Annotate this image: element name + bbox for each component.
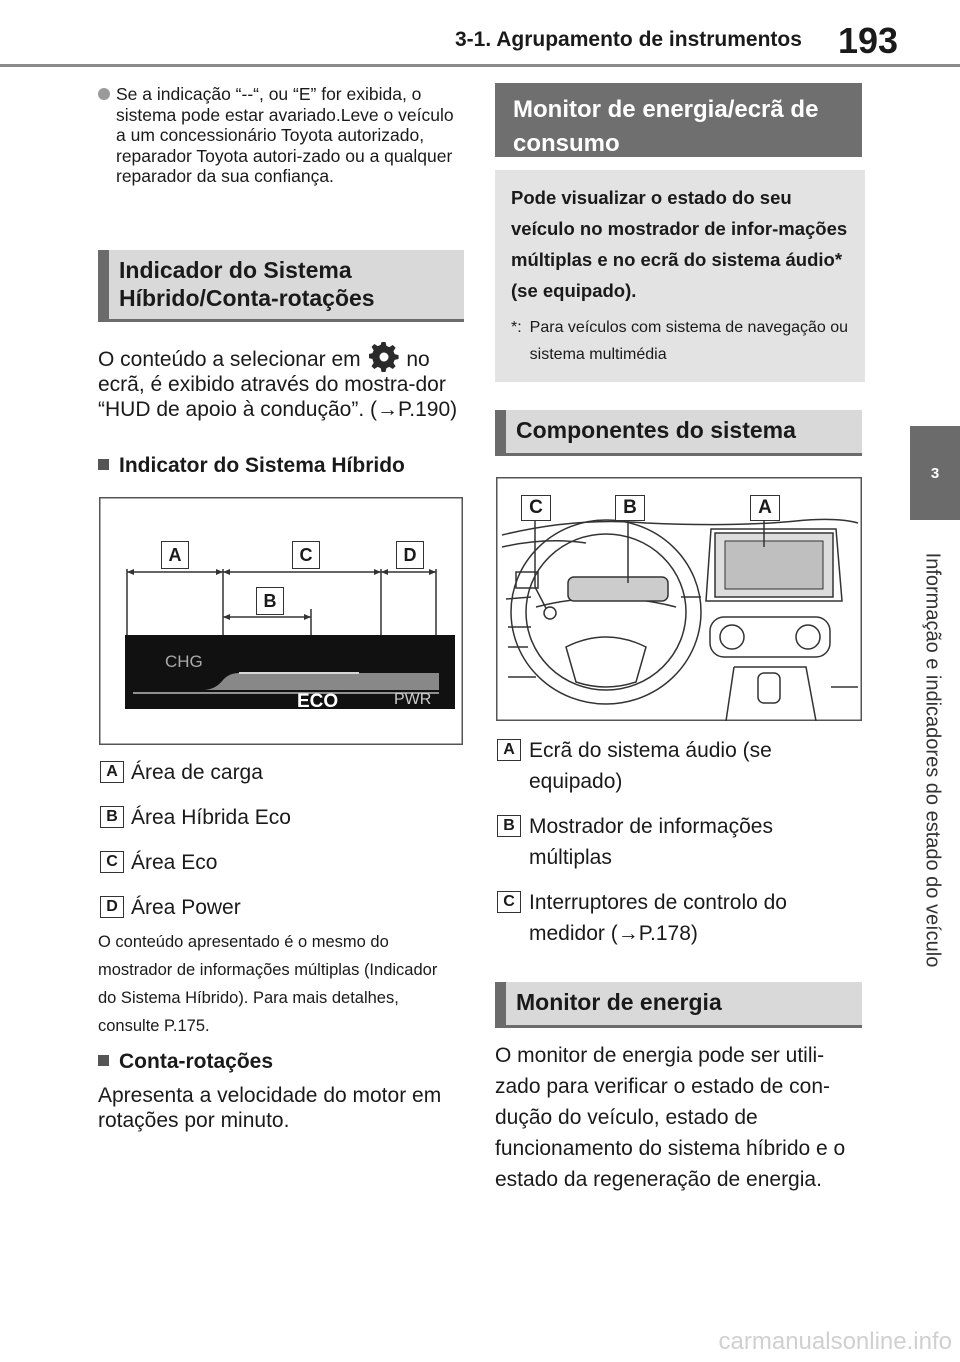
legend-letter-c: C xyxy=(100,851,124,873)
intro-after-icon: no ecrã, é exibido através do mostra-dor “HUD de apoio à condução”. (→P.190) xyxy=(98,348,458,421)
figure-letter-b: B xyxy=(256,587,284,615)
subhead-tach-label: Conta-rotações xyxy=(119,1050,274,1073)
legend-text-b: Área Híbrida Eco xyxy=(131,806,291,829)
info-box-text: Pode visualizar o estado do seu veículo no mostrador de infor-mações múltiplas e no ecrã do sistema áudio* (se equipado). xyxy=(511,187,848,301)
legend-text-c: Área Eco xyxy=(131,851,218,874)
heading-energy-monitor: Monitor de energia xyxy=(495,982,862,1028)
legend-letter-a: A xyxy=(100,761,124,783)
subhead-hybrid-label: Indicator do Sistema Híbrido xyxy=(119,454,405,477)
legend-text-b: Mostrador de informações múltiplas xyxy=(529,815,773,869)
legend-text-d: Área Power xyxy=(131,896,241,919)
bullet-text: Se a indicação “--“, ou “E” for exibida, o sistema pode estar avariado.Leve o veículo a um concessionário Toyota autorizado, reparador Toyota autori-zado ou a qualquer reparador da sua confiança. xyxy=(116,84,454,186)
display-label-chg: CHG xyxy=(165,652,203,671)
legend-letter-d: D xyxy=(100,896,124,918)
chapter-title: Informação e indicadores do estado do veículo xyxy=(921,552,944,968)
note-hybrid: O conteúdo apresentado é o mesmo do mostrador de informações múltiplas (Indicador do Sistema Híbrido). Para mais detalhes, consulte P.175. xyxy=(98,933,438,1035)
bullet-dot-icon xyxy=(98,88,110,100)
display-label-eco: ECO xyxy=(297,691,339,712)
heading-hybrid-tach: Indicador do Sistema Híbrido/Conta-rotações xyxy=(98,250,464,322)
legend-text-a: Área de carga xyxy=(131,761,263,784)
section-title: 3-1. Agrupamento de instrumentos xyxy=(455,28,802,51)
header-divider xyxy=(0,64,960,67)
figure-letter-a: A xyxy=(750,495,780,521)
energy-monitor-description: O monitor de energia pode ser utili-zado para verificar o estado de con-dução do veículo, estado de funcionamento do sistema híbrido e o estado da regeneração de energia. xyxy=(495,1044,846,1191)
tach-description: Apresenta a velocidade do motor em rotações por minuto. xyxy=(98,1084,442,1132)
footnote-mark: *: xyxy=(511,319,522,336)
intro-before-icon: O conteúdo a selecionar em xyxy=(98,348,361,371)
legend-text-a: Ecrã do sistema áudio (se equipado) xyxy=(529,739,772,793)
legend-letter-b: B xyxy=(100,806,124,828)
intro-paragraph xyxy=(98,342,470,422)
hybrid-indicator-figure xyxy=(99,497,463,745)
chapter-title-vertical xyxy=(905,520,959,1000)
settings-gear-icon xyxy=(369,342,399,372)
info-box-note xyxy=(511,314,849,368)
legend-letter-c: C xyxy=(497,891,521,913)
subhead-tach xyxy=(98,1050,273,1074)
footnote-text: Para veículos com sistema de navegação ou sistema multimédia xyxy=(529,319,849,363)
warning-bullet xyxy=(98,84,468,187)
watermark: carmanualsonline.info xyxy=(718,1328,952,1355)
heading-energy-consumption: Monitor de energia/ecrã de consumo xyxy=(495,83,862,157)
figure-letter-c: C xyxy=(292,541,320,569)
figure-letter-a: A xyxy=(161,541,189,569)
figure-letter-c: C xyxy=(521,495,551,521)
square-bullet-icon xyxy=(98,1055,109,1066)
legend-text-c: Interruptores de controlo do medidor (→P.178) xyxy=(529,891,787,945)
figure-letter-d: D xyxy=(396,541,424,569)
chapter-tab[interactable]: 3 xyxy=(910,426,960,520)
figure-letter-b: B xyxy=(615,495,645,521)
info-box xyxy=(495,170,865,382)
legend-letter-b: B xyxy=(497,815,521,837)
legend-letter-a: A xyxy=(497,739,521,761)
subhead-hybrid xyxy=(98,454,405,478)
page-number: 193 xyxy=(838,20,899,61)
display-label-pwr: PWR xyxy=(394,691,432,708)
heading-components: Componentes do sistema xyxy=(495,410,862,456)
square-bullet-icon xyxy=(98,459,109,470)
